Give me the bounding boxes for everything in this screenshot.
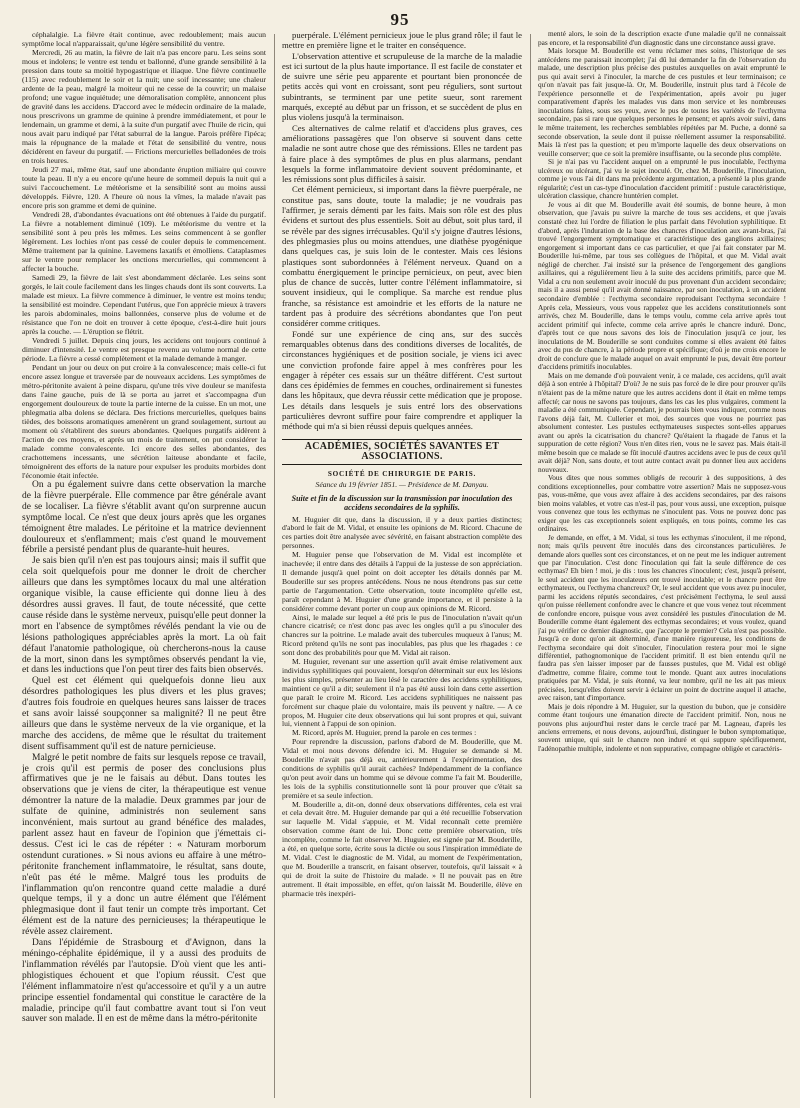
discussion-subtitle: Suite et fin de la discussion sur la transmission par inoculation des accidens secondaires de la syphilis.: [291, 493, 513, 513]
page-number: 95: [390, 10, 410, 29]
paragraph: Mais je dois répondre à M. Huguier, sur la question du bubon, que je considère comme étant toujours une émanation directe de l'accident primitif. Non, nous ne pouvons plus aujourd'hui rester dans le cercle tracé par M. Lagneau, d'après les anciens errremens, et nous devons, aujourd'hui, distinguer le bubon symptomatique, souvent unique, qui suit le chancre non induré et qui suppure spécifiquement, l'adénopathie multiple, indolente et non suppurative, compagne obligée et caractéris-: [538, 702, 786, 753]
paragraph: Malgré le petit nombre de faits sur lesquels repose ce travail, je crois qu'il est permis de poser des conclusions plus affirmatives que je ne le faisais au début. Dans toutes les observations que je viens de citer, la thérapeutique est venue démontrer la nature de la maladie. Deux grammes par jour de sulfate de quinine, administrés non seulement sans inconvénient, mais surtout au grand bénéfice des malades, parlent assez haut en faveur de l'opinion que j'émettais ci-dessus. C'est ici le cas de répéter : « Naturam morborum ostendunt curationes. » Si nous avions eu affaire à une métro-péritonite franchement inflammatoire, le résultat, sans doute, n'eût pas été le même. Malgré tous les produits de l'inflammation qu'on rencontre quand cette maladie a duré quelque temps, il y a donc un autre élément que l'élément phlegmasique dont il faut tenir un compte très important. Cet élément est de la nature des pernicieuses; la thérapeutique le révèle assez clairement.: [22, 752, 266, 938]
paragraph: Fondé sur une expérience de cinq ans, sur des succès remarquables obtenus dans des conditions diverses de localités, de circonstances hygiéniques et de position sociale, je viens ici avec une conviction profonde faire appel à mes confrères pour les engager à répéter ces essais sur un théâtre différent. C'est surtout dans ces épidémies de femmes en couches, ordinairement si funestes dans les hôpitaux, que devra réussir cette médication que je propose. Les détails dans lesquels je suis entré lors des observations particulières devront suffire pour faire comprendre et appliquer la méthode qui m'a si bien réussi depuis quelques années.: [282, 328, 522, 432]
paragraph: M. Huguier, revenant sur une assertion qu'il avait émise relativement aux individus syphilitiques qui pouvaient, lorsqu'on déterminait sur eux les lésions les plus simples, présenter au lieu lésé le caractère des accidens syphilitiques, maintient ce qu'il a dit; seulement il n'a pas été aussi loin dans cette assertion que paraît le croire M. Ricord. Les accidens syphilitiques ne naissent pas forcément sur chaque plaie du volontaire, mais ils peuvent y naître. — A ce propos, M. Huguier cite deux observations qui lui sont propres et qui, suivant lui, viennent à l'appui de son opinion.: [282, 657, 522, 729]
paragraph: On a pu également suivre dans cette observation la marche de la fièvre puerpérale. Elle commence par être générale avant de se localiser. La fièvre s'établit avant qu'on surprenne aucun symptôme local. Ce n'est que deux jours après que les organes témoignent être malades. Le péritoine et la matrice deviennent douloureux et s'enflamment; mais c'est quand le mouvement fébrile a persisté pendant plus de quarante-huit heures.: [22, 480, 266, 556]
section-rule: [282, 439, 522, 440]
paragraph: Jeudi 27 mai, même état, sauf une abondante éruption miliaire qui couvre toute la peau. Il n'y a eu encore qu'une heure de sommeil depuis la nuit qui a suivi l'accouchement. Le météorisme et la sensibilité sont au moins aussi développés. Fièvre, 120. A l'heure où nous la vîmes, la malade n'avait pas encore pris son gramme et demi de quinine.: [22, 165, 266, 210]
section-rule: [282, 464, 522, 465]
column-divider: [530, 34, 531, 1098]
paragraph: Mercredi, 26 au matin, la fièvre de lait n'a pas encore paru. Les seins sont mous et indolens; le ventre est tendu et ballonné, d'une grande sensibilité à la pression dans toute sa moitié hypogastrique et iliaque. Une fièvre continuelle (115) avec redoublement le soir et la nuit; une soif incessante; une chaleur ardente de la peau, malgré la moiteur qui ne cesse de la couvrir; un malaise profond; une vague inquiétude; une démoralisation complète, annoncent plus de gravité dans les accidens. D'accord avec le médecin ordinaire de la malade, nous prescrivons un gramme de quinine à prendre immédiatement, et pour le lendemain, un gramme et demi, à la suite d'un purgatif avec l'huile de ricin, qui nous avait paru indiqué par l'état saburral de la langue. Parois préfère l'ipéca; mais la répugnance de la malade et l'état de sensibilité du ventre, nous décidèrent en faveur du purgatif. — Frictions mercurielles belladonées de trois en trois heures.: [22, 48, 266, 165]
society-heading: SOCIÉTÉ DE CHIRURGIE DE PARIS.: [327, 470, 477, 479]
paragraph: Ainsi, le malade sur lequel a été pris le pus de l'inoculation n'avait qu'un chancre cicatrisé; ce n'est donc pas avec les ongles qu'il a pu s'inoculer des chancres sur la poitrine. Le malade avait des tubercules muqueux à l'anus; M. Ricord prétend qu'ils ne sont pas inoculables, pas plus que les rhagades : ce sont donc des probabilités pour que M. Vidal ait raison.: [282, 612, 522, 658]
paragraph: céphalalgie. La fièvre était continue, avec redoublement; mais aucun symptôme local n'apparaissait, qu'une légère sensibilité du ventre.: [22, 30, 266, 48]
paragraph: M. Bouderille a, dit-on, donné deux observations différentes, cela est vrai et cela devait être. M. Huguier demande par qui a été recueillie l'observation sur laquelle M. Vidal s'appuie, et M. Vidal reconnaît cette première observation comme étant de lui. Donc cette première observation, très incomplète, comme le fait observer M. Huguier, est signée par M. Bouderille, a été, en quelque sorte, écrite sous la dictée ou sous l'inspiration immédiate de M. Vidal. C'est le diagnostic de M. Vidal, au moment de l'expérimentation, que M. Bouderille a transcrit, en faisant observer, toutefois, qu'il laissait « à qui de droit la suite de l'histoire du malade. » Il ne pouvait pas en être autrement. Il était impossible, en effet, qu'on laissât M. Bouderille, élève en pharmacie très inexpéri-: [282, 799, 522, 898]
column-middle: [282, 30, 522, 1100]
paragraph: Pour reprendre la discussion, parlons d'abord de M. Bouderille, que M. Vidal et moi nous devons défendre ici. M. Huguier se demande si M. Bouderille n'avait pas déjà eu, antérieurement à l'expérimentation, des conditions de syphilis qu'il aurait cachées? Indépendamment de la confiance qu'on peut avoir dans un homme qui se dévoue comme l'a fait M. Bouderille, les lois de la syphilis constitutionnelle sont là pour prouver que c'était sa première et sa seule infection.: [282, 737, 522, 800]
section-title: ACADÉMIES, SOCIÉTÉS SAVANTES ET ASSOCIATIONS.: [304, 440, 500, 462]
paragraph: menté alors, le soin de la description exacte d'une maladie qu'il ne connaissait pas encore, et la responsabilité d'un diagnostic dans une circonstance aussi grave.: [538, 30, 786, 47]
paragraph: Je vous ai dit que M. Bouderille avait été soumis, de bonne heure, à mon observation, que j'avais pu suivre la marche de tous ses accidens, et que j'avais constaté chez lui l'ordre de filiation le plus parfait dans l'évolution syphilitique. Et d'abord, après l'induration de la base des chancres d'inoculation aux avant-bras, j'ai trouvé l'engorgement symptomatique et caractéristique des ganglions axillaires; engorgement si important dans ce cas particulier, et que j'ai fait constater par M. Bouderille lui-même, par tous ses collègues de l'hôpital, et que M. Vidal avait négligé de chercher. J'ai insisté sur la présence de l'engorgement des ganglions axillaires, qui a régulièrement lieu à la suite des accidens primitifs, parce que M. Vidal a cru non seulement avoir inoculé du pus provenant d'un accident secondaire; mais il a aussi pensé qu'il avait donné naissance, par son inoculation, à un accident secondaire d'emblée : l'ecthyma secondaire reproduisant l'ecthyma secondaire ! Après cela, Messieurs, vous vous rappelez que les accidens constitutionnels sont arrivés, chez M. Bouderille, dans le temps voulu, comme cela arrive après tout accident primitif qui infecte, comme cela arrive après le chancre induré. Donc, d'après tout ce que nous savons des lois de l'inoculation jusqu'à ce jour, les inoculations de M. Bouderille se sont conduites comme si elles avaient été faites avec du pus de chancre, à la période propre et spécifique; d'où je me crois encore le droit de conclure que le malade auquel on avait emprunté le pus, devait être porteur d'accidens primitifs inoculables.: [538, 199, 786, 372]
paragraph: M. Ricord, après M. Huguier, prend la parole en ces termes :: [292, 728, 477, 738]
paragraph: M. Huguier pense que l'observation de M. Vidal est incomplète et inachevée; il entre dans des détails à l'appui de la justesse de son appréciation. Il demande jusqu'à quel point on doit accepter les détails donnés par M. Bouderille sur ses propres antécédens. Nous ne nous étendrons pas sur cette partie de l'argumentation. Cette observation, toute incomplète qu'elle est, paraît cependant à M. Huguier d'une grande importance, et il persiste à la considérer comme devant porter un coup aux opinions de M. Ricord.: [282, 550, 522, 613]
paragraph: Mais on me demande d'où pouvaient venir, à ce malade, ces accidens, qu'il avait déjà à son entrée à l'hôpital? D'où? Je ne suis pas forcé de le dire pour prouver qu'ils n'étaient pas de la même nature que les autres accidens dont il était en même temps affecté; car nous ne savons pas toujours, dans les cas les plus vulgaires, comment la maladie a été communiquée. Cependant, je pourrais bien vous indiquer, comme nous l'avons déjà fait, M. Cullerier et moi, des sources que vous ne pourriez pas absolument contester. Les pustules ecthymateuses suspectes sont-elles apparues avant ou après la cicatrisation du chancre? Qu'étaient la rhagade de l'anus et la suppuration de cette région? Vous n'en dites rien, vous ne le savez pas. Mais était-il même besoin que ce malade se fût inoculé d'autres accidens avec le pus de ceux qu'il avait déjà? Non, sans doute, et tout autre contact avait pu donner lieu aux accidens nouveaux.: [538, 370, 786, 474]
paragraph: Pendant un jour ou deux on put croire à la convalescence; mais celle-ci fut encore assez longue et traversée par de nouveaux accidens. Les symptômes de métro-péritonite avaient à peine disparu, qu'une très vive douleur se manifesta dans l'aine gauche, puis de là se porta au jarret et s'accompagna d'un engorgement douloureux de toute la partie interne de la cuisse. En un mot, une phlegmatia alba dolens se déclara. Des frictions mercurielles, quelques bains tièdes, des boissons aromatiques amenèrent un grand soulagement, surtout au moment où s'établirent des sueurs abondantes. Quelques purgatifs aidèrent à l'action de ces moyens, et après un mois de traitement, on put considérer la malade comme convalescente. Ici encore des selles abondantes, des crachottemens incessants, une sécrétion laiteuse abondante et facile, témoignèrent des efforts de la nature pour expulser les produits morbides dont l'économie était infectée.: [22, 363, 266, 480]
paragraph: puerpérale. L'élément pernicieux joue le plus grand rôle; il faut le mettre en première ligne et le traiter en conséquence.: [282, 30, 522, 51]
paragraph: Vendredi 28, d'abondantes évacuations ont été obtenues à l'aide du purgatif. La fièvre a notablement diminué (109). Le météorisme du ventre et la sensibilité sont à peu près les mêmes. Les seins commencent à se gonfler légèrement. Les lochies n'ont pas cessé de couler depuis le commencement. Même traitement par la quinine. Lavemens laxatifs et émolliens. Cataplasmes sur le ventre pour remplacer les onctions mercurielles, qui commencent à affecter la bouche.: [22, 210, 266, 273]
paragraph: Samedi 29, la fièvre de lait s'est abondamment déclarée. Les seins sont gorgés, le lait coule facilement dans les linges chauds dont ils sont couverts. La malade est mieux. La fièvre commence à diminuer, le ventre est moins tendu; la sensibilité est moindre. Cependant l'utérus, que l'on apprécie mieux à travers les parois abdominales, moins ballonnées, conserve plus de volume et de résistance que l'on ne doit en trouver à cette époque, c'est-à-dire huit jours après la couche. — L'éruption se flétrit.: [22, 273, 266, 336]
paragraph: Si je n'ai pas vu l'accident auquel on a emprunté le pus inoculable, l'ecthyma ulcéreux ou ulcérant, j'ai vu le sujet inoculé. Or, chez M. Bouderille, l'inoculation, comme je vous l'ai dit dans ma précédente argumentation, a présenté la plus grande régularité; c'est un cas-type d'inoculation d'accident primitif : pustule caractéristique, ulcération classique, chancre huntérien complet.: [538, 157, 786, 201]
paragraph: Cet élément pernicieux, si important dans la fièvre puerpérale, ne constitue pas, sans doute, toute la maladie; je ne voudrais pas l'affirmer, je serais démenti par les faits. Mais son rôle est des plus évidens et surtout des plus essentiels. Soit au début, soit plus tard, il se révèle par des signes irrécusables. Qu'il s'y joigne d'autres lésions, des phlegmasies plus ou moins attendues, une diathèse pyogénique dans quelques cas, je suis loin de le contester. Mais ces lésions plastiques sont subordonnées à l'élément nerveux. Quand on a combattu énergiquement le principe pernicieux, on peut, avec bien plus de chance de succès, lutter contre l'élément inflammatoire, si souvent insidieux, qui le complique. Sa marche est rendue plus franche, sa résistance est amoindrie et les efforts de la nature ne tardent pas à produire des sécrétions abondantes que l'on peut considérer comme critiques.: [282, 184, 522, 329]
paragraph: Mais lorsque M. Bouderille est venu réclamer mes soins, l'historique de ses antécédens me paraissait incomplet; j'ai dû lui demander la fin de l'observation du malade, une description plus précise des pustules auxquelles on avait emprunté le pus qui avait servi à l'inoculer, la marche de ces pustules et leur terminaison; ce qu'on n'avait pas fait jusque-là. Or, M. Bouderille, instruit plus tard à l'école de l'expérience personnelle et de l'expérimentation, après avoir pu juger comparativement d'après les malades vus dans mon service et les nombreuses inoculations faites, sous ses yeux, avec le pus de toutes les variétés de l'ecthyma secondaire, pas si rare que quelques personnes le pensent; et après avoir suivi, dans le même traitement, les recherches semblables répétées par M. Puche, a donné sa seconde observation, la seule dont il puisse réellement assumer la responsabilité. Mais là n'est pas la question; et peu m'importe laquelle des deux observations on veuille conserver; que ce soit la première insuffisante, ou la seconde plus complète.: [538, 46, 786, 158]
paragraph: Vous dites que nous sommes obligés de recourir à des suppositions, à des conditions exceptionnelles, pour combattre votre assertion? Mais ne supposez-vous pas, vous-même, que vous avez affaire à des accidens secondaires, par des raisons bien moins valables, et votre cas n'est-il pas, pour vous aussi, une exception, puisque vous convenez que tous les ecthymas ne s'inoculent pas. Vous ne pouvez donc pas exiger que les cas exceptionnels soient expliqués, en tous points, comme les cas ordinaires.: [538, 474, 786, 534]
column-left: [22, 30, 266, 1100]
paragraph: Vendredi 5 juillet. Depuis cinq jours, les accidens ont toujours continué à diminuer d'intensité. Le ventre est presque revenu au volume normal de cette période. La fièvre a cessé complètement et la malade demande à manger.: [22, 336, 266, 363]
paragraph: Dans l'épidémie de Strasbourg et d'Avignon, dans la méningo-céphalite épidémique, il y a aussi des produits de l'inflammation révélés par l'autopsie. D'où vient que les anti-phlogistiques échouent et que l'opium réussit. C'est que l'élément inflammatoire n'est qu'accessoire et qu'il y a un autre principe essentiel fondamental qui constitue le caractère de la maladie, principe qu'il faut combattre avant tout si l'on veut sauver son malade. Il en est de même dans la métro-péritonite: [22, 938, 266, 1025]
paragraph: M. Huguier dit que, dans la discussion, il y a deux parties distinctes; d'abord le fait de M. Vidal, et ensuite les opinions de M. Ricord. Chacune de ces parties doit être analysée avec sévérité, en faisant abstraction complète des personnes.: [282, 514, 522, 551]
seance-line: Séance du 19 février 1851. — Présidence de M. Danyau.: [315, 480, 489, 490]
paragraph: Ces alternatives de calme relatif et d'accidens plus graves, ces améliorations passagères que l'on observe si souvent dans cette maladie ne sont autre chose que des rémissions. Elles ne tardent pas à faire place à des symptômes de plus en plus alarmans, pendant lesquels la forme inflammatoire devient souvent prédominante, et les rémissions sont plus difficiles à saisir.: [282, 122, 522, 185]
column-divider: [274, 34, 275, 1098]
paragraph: Quel est cet élément qui quelquefois donne lieu aux désordres pathologiques les plus divers et les plus graves; d'autres fois foudroie en quelques heures sans laisser de traces et sans avoir laissé soupçonner sa malignité? Il ne peut être ailleurs que dans le système nerveux de la vie organique, et la marche des accidens, de même que le résultat du traitement disent suffisamment qu'il est de nature pernicieuse.: [22, 676, 266, 752]
paragraph: Je sais bien qu'il n'en est pas toujours ainsi; mais il suffit que cela soit quelquefois pour me donner le droit de chercher ailleurs que dans les symptômes locaux du mal une altération organique visible, la cause efficiente qui donne lieu à des désordres aussi graves. Il faut, de toute nécessité, que cette cause réside dans le système nerveux, puisqu'elle peut donner la mort en l'absence de symptômes révélés pendant la vie ou de lésions pathologiques appréciables après la mort. La où fait défaut l'anatomie pathologique, où chercherons-nous la cause de la mort, sinon dans les symptômes observés pendant la vie, et dans les inductions que l'on peut tirer des faits bien observés.: [22, 556, 266, 676]
paragraph: Je demande, en effet, à M. Vidal, si tous les ecthymas s'inoculent, il me répond, non; mais qu'ils peuvent être inoculés dans des circonstances particulières. Je demande alors quelles sont ces circonstances, et on ne peut me les indiquer autrement que par l'inoculation. C'est donc l'inoculation qui fait la seule différence de ces ecthymas? Eh bien ! moi, je dis : tous les chancres s'inoculent; c'est, jusqu'à présent, le seul accident que les inoculateurs ont trouvé inoculable; et le chancre peut être ecthymateux, ou l'ecthyma chancreux? Or, le seul accident que vous avez pu inoculer, parmi les accidens réputés secondaires, c'est précisément l'ecthyma, le seul aussi qu'on puisse réellement confondre avec le chancre et que vous venez tout récemment de confondre encore, puisque vous avez considéré les pustules d'inoculation de M. Bouderille comme étant également des ecthymas secondaires; et vous voulez, quand j'ai pu vérifier ce dernier diagnostic, que j'accepte le premier? Cela n'est pas possible. Jusqu'à ce donc qu'on ait déterminé, d'une manière rigoureuse, les conditions de l'ecthyma secondaire qui doit s'inoculer, l'inoculation restera pour moi le signe différentiel, pathognomonique de l'accident primitif. Il est bien entendu qu'il ne faudra pas s'en laisser imposer par de fausses pustules, que M. Vidal est obligé d'admettre, comme filaire, comme tout le monde. Quant aux autres inoculations pratiquées par M. Vidal, je suis étonné, va leur nombre, qu'il ne les ait pas mieux précisées, lorsqu'elles doivent servir à éclairer un point de doctrine auquel il attache, avec raison, tant d'importance.: [538, 533, 786, 703]
column-right: [538, 30, 786, 1100]
paragraph: L'observation attentive et scrupuleuse de la marche de la maladie est ici surtout de la plus haute importance. Il est facile de constater et de suivre une série peu apparente et pourtant bien prononcée de petits accès qui vont en croissant, sont peu réguliers, sont surtout subintrants, se terminent par une petite sueur, sont rarement marqués, excepté au début par un frisson, et se succèdent de plus en plus violens jusqu'à la terminaison.: [282, 50, 522, 123]
